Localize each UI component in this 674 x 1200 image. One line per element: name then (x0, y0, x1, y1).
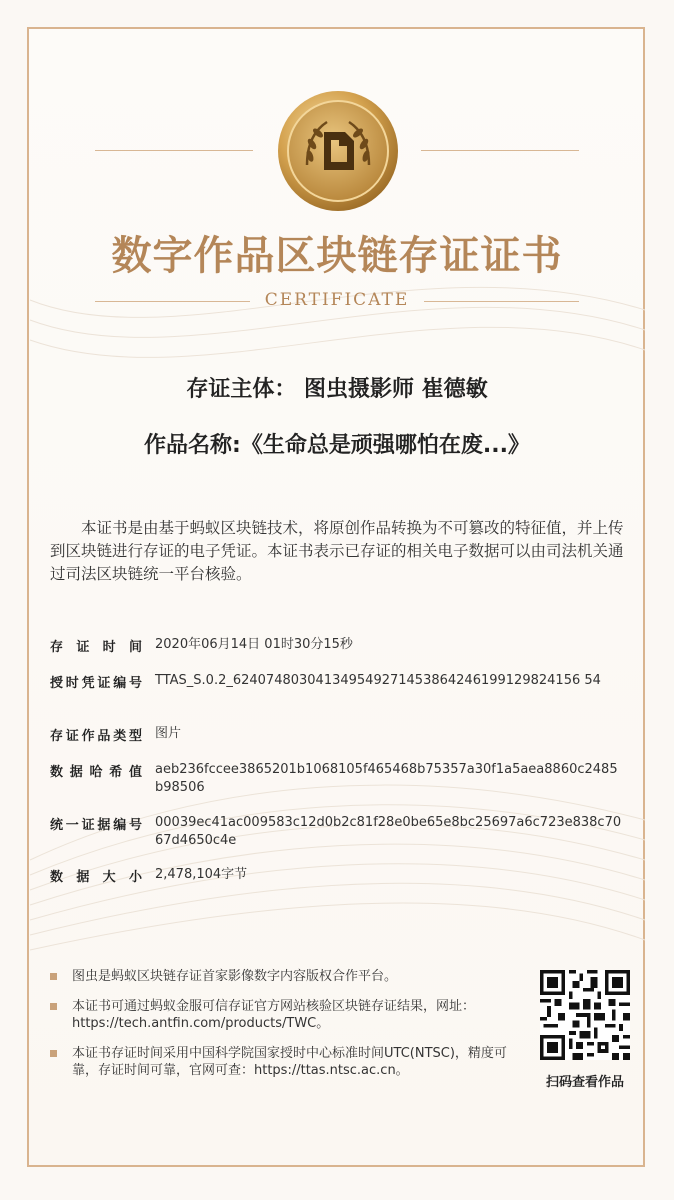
certificate-subtitle: CERTIFICATE (264, 290, 410, 310)
owner-value: 图虫摄影师 崔德敏 (304, 377, 488, 402)
certificate-description: 本证书是由基于蚂蚁区块链技术，将原创作品转换为不可篡改的特征值，并上传到区块链进行存证的电子凭证。本证书表示已存证的相关电子数据可以由司法机关通过司法区块链统一平台核验。 (50, 519, 624, 583)
field-value: 2020年06月14日 01时30分15秒 (155, 637, 353, 652)
subtitle-divider-right (424, 301, 579, 302)
title-divider-right (421, 150, 579, 151)
bullet-square-icon (50, 1003, 57, 1010)
gold-medal-logo-icon (277, 90, 399, 212)
note-item (50, 1045, 520, 1079)
field-label: 数据大小 (50, 870, 142, 885)
work-label: 作品名称: (144, 433, 241, 458)
work-value: 《生命总是顽强哪怕在废...》 (240, 433, 530, 458)
field-label: 统一证据编号 (50, 818, 142, 833)
owner-label: 存证主体： (186, 377, 297, 402)
note-item (50, 998, 520, 1032)
note-item (50, 968, 520, 985)
qr-scan-label: 扫码查看作品 (545, 1075, 624, 1090)
notes-list (50, 968, 520, 1092)
certificate-title: 数字作品区块链存证证书 (111, 233, 563, 279)
field-value: 图片 (155, 726, 182, 741)
note-text: 图虫是蚂蚁区块链存证首家影像数字内容版权合作平台。 (72, 969, 398, 984)
field-value: 00039ec41ac009583c12d0b2c81f28e0be65e8bc25697a6c723e838c7067d4650c4e (155, 815, 622, 848)
bullet-square-icon (50, 973, 57, 980)
qr-code-icon[interactable] (540, 970, 630, 1060)
field-value: aeb236fccee3865201b1068105f465468b75357a30f1a5aea8860c2485b98506 (155, 762, 618, 795)
field-label: 授时凭证编号 (50, 676, 142, 691)
field-label: 存证时间 (50, 640, 142, 655)
title-divider-left (95, 150, 253, 151)
field-value: 2,478,104字节 (155, 867, 248, 882)
note-text: 本证书存证时间采用中国科学院国家授时中心标准时间UTC(NTSC)，精度可靠，存证时间可靠，官网可查：https://ttas.ntsc.ac.cn。 (72, 1046, 507, 1078)
field-label: 数据哈希值 (50, 765, 142, 780)
field-value: TTAS_S.0.2_624074803041349549271453864246199129824156 54 (155, 673, 601, 688)
field-label: 存证作品类型 (50, 729, 142, 744)
note-text: 本证书可通过蚂蚁金服可信存证官方网站核验区块链存证结果，网址：https://tech.antfin.com/products/TWC。 (72, 999, 476, 1031)
owner-line (0, 372, 674, 403)
work-name-line (0, 428, 674, 459)
bullet-square-icon (50, 1050, 57, 1057)
